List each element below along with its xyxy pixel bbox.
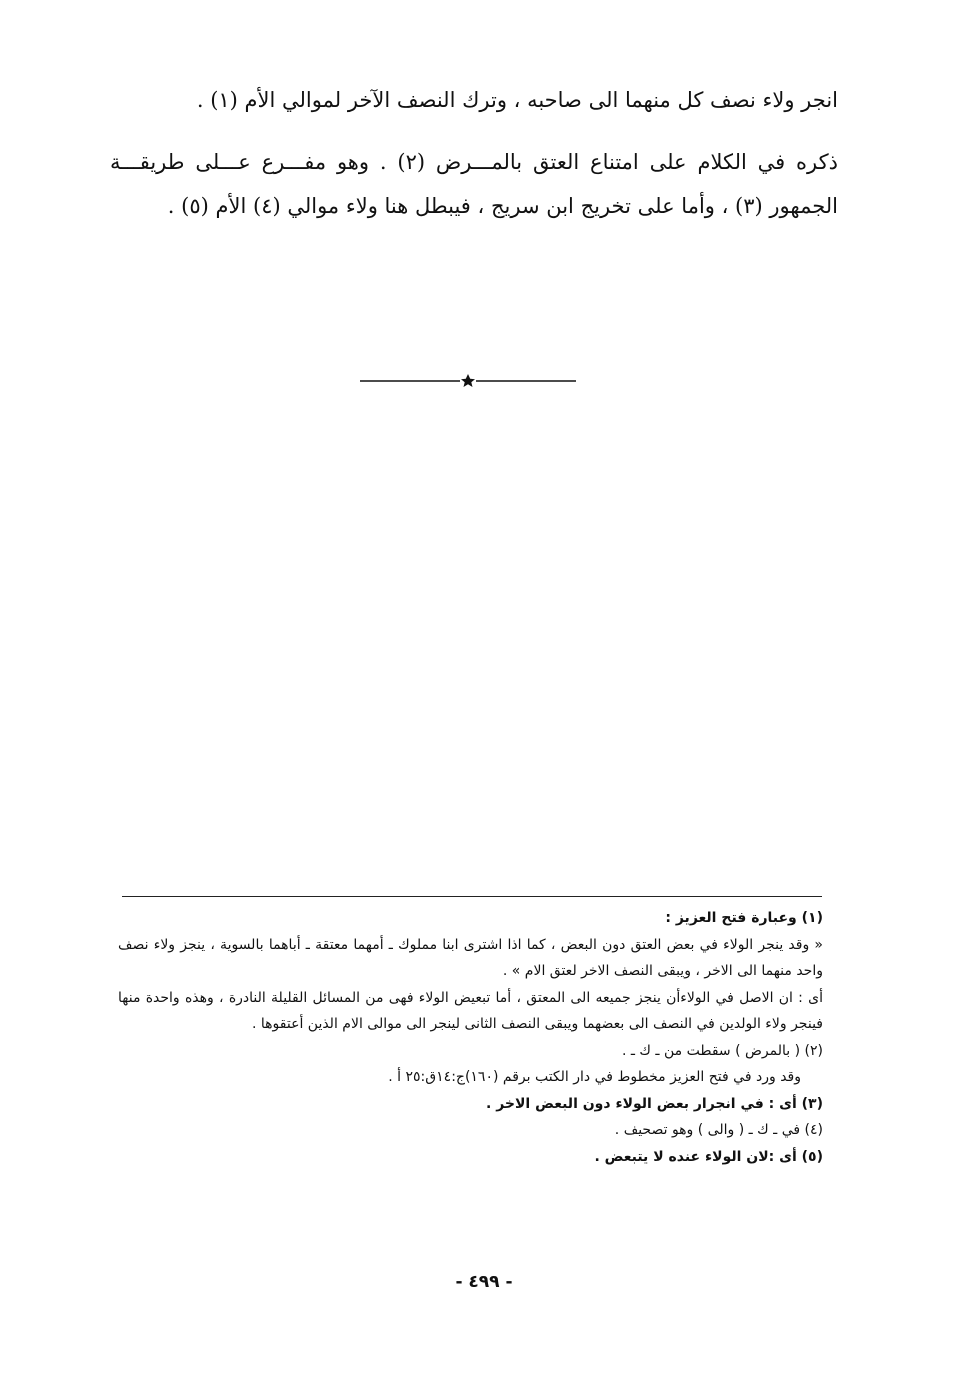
footnote-separator xyxy=(122,896,822,897)
main-text-line-1: انجر ولاء نصف كل منهما الى صاحبه ، وترك النصف الآخر لموالي الأم (١) . xyxy=(196,88,838,112)
footnote-1-quote: « وقد ينجر الولاء في بعض العتق دون البعض ، كما اذا اشترى ابنا مملوك ـ أمهما معتقة ـ أباهما بالسوية ، ينجز ولاء نصف واحد منهما الى الاخر ، ويبقى النصف الاخر لعتق الام » . xyxy=(118,936,823,979)
footnote-1-heading: (١) وعبارة فتح العزيز : xyxy=(665,910,823,926)
footnote-2-continuation: وقد ورد في فتح العزيز مخطوط في دار الكتب برقم (١٦٠)ج:١٤ق:٢٥ أ . xyxy=(388,1069,801,1085)
main-text-paragraph-2: ذكره في الكلام على امتناع العتق بالمـــرض (٢) . وهو مفـــرع عـــلى طريقـــة الجمهور (٣) ، وأما على تخريج ابن سريج ، فيبطل هنا ولاء موالي (٤) الأم (٥) . xyxy=(110,150,838,218)
footnotes xyxy=(118,905,823,1170)
section-divider-ornament xyxy=(360,372,576,388)
footnote-2: (٢) ( بالمرض ) سقطت من ـ ك ـ . xyxy=(621,1042,823,1059)
star-icon xyxy=(461,374,475,387)
footnote-3: (٣) أى : في انجرار بعض الولاء دون البعض الاخر . xyxy=(486,1095,823,1112)
footnote-1-note: أى : ان الاصل في الولاءأن ينجز جميعه الى المعتق ، أما تبعيض الولاء فهى من المسائل القليلة النادرة ، وهذه واحدة منها فينجر ولاء الولدين في النصف الى بعضهما ويبقى النصف الثانى لينجر الى موالى الام الذين أعتقوها . xyxy=(118,989,823,1032)
page-number: - ٤٩٩ - xyxy=(455,1272,513,1292)
footnote-4: (٤) في ـ ك ـ ( والى ) وهو تصحيف . xyxy=(614,1122,823,1138)
main-text xyxy=(110,78,838,228)
footnote-5: (٥) أى :لان الولاء عنده لا يتبعض . xyxy=(594,1148,823,1165)
